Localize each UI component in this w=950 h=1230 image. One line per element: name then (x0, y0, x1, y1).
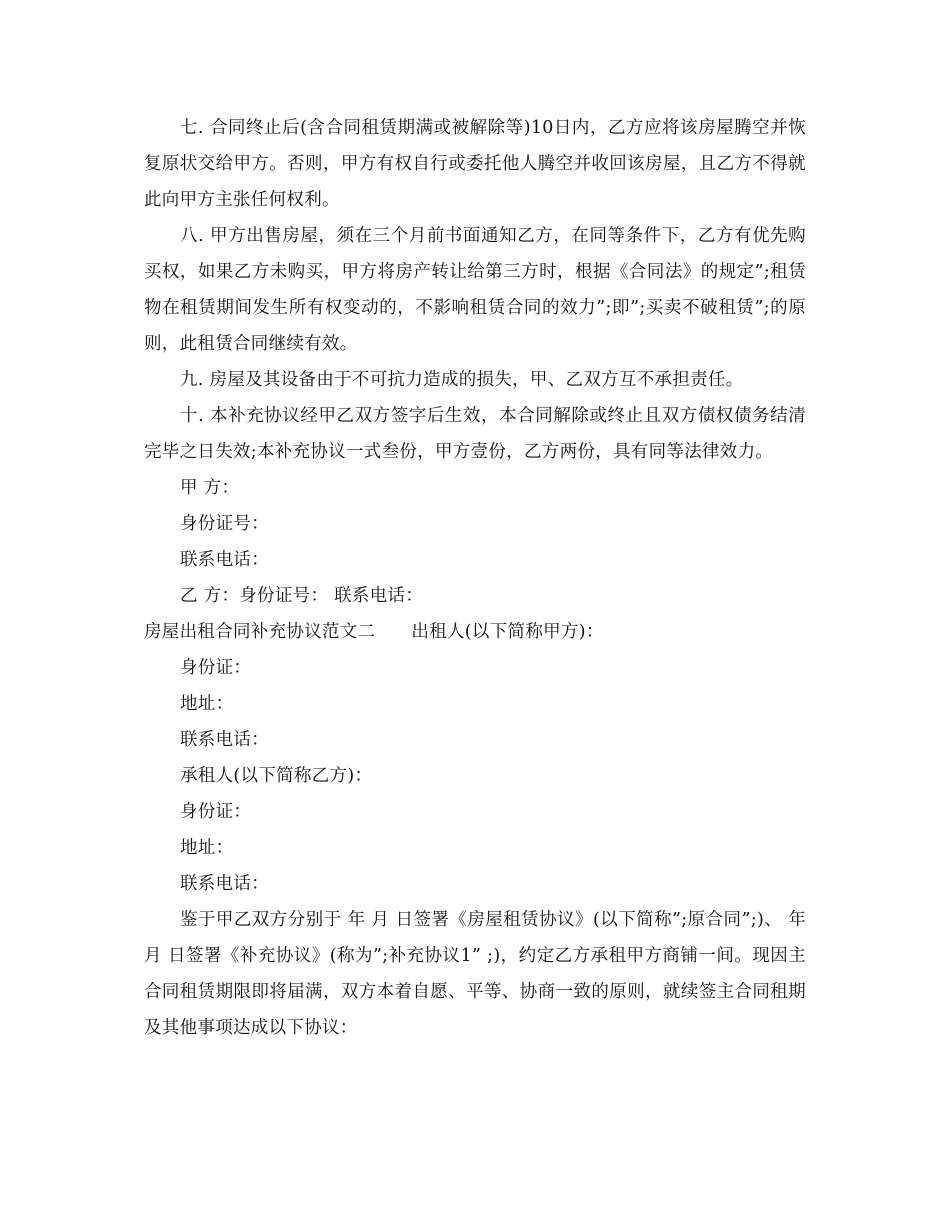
clause-eight: 八. 甲方出售房屋，须在三个月前书面通知乙方，在同等条件下，乙方有优先购买权，如果乙方未购买，甲方将房产转让给第三方时，根据《合同法》的规定”;租赁物在租赁期间发生所有权变动的，不影响租赁合同的效力”;即”;买卖不破租赁”;的原则，此租赁合同继续有效。 (144, 226, 806, 354)
party-a-label: 甲 方： (180, 478, 240, 498)
lessee-id: 身份证： (180, 802, 252, 822)
lessor-address: 地址： (180, 694, 234, 714)
clause-ten: 十. 本补充协议经甲乙双方签字后生效，本合同解除或终止且双方债权债务结清完毕之日失效;本补充协议一式叁份，甲方壹份，乙方两份，具有同等法律效力。 (144, 406, 806, 462)
document-body (144, 110, 806, 1046)
second-sample-heading-line (144, 614, 806, 650)
lessee-address: 地址： (180, 838, 234, 858)
lessor-label: 出租人(以下简称甲方)： (411, 622, 604, 642)
party-a-phone: 联系电话： (180, 550, 269, 570)
lessee-phone: 联系电话： (180, 874, 269, 894)
lessor-id: 身份证： (180, 658, 252, 678)
clause-seven: 七. 合同终止后(含合同租赁期满或被解除等)10日内，乙方应将该房屋腾空并恢复原状交给甲方。否则，甲方有权自行或委托他人腾空并收回该房屋，且乙方不得就此向甲方主张任何权利。 (144, 118, 806, 210)
clause-nine: 九. 房屋及其设备由于不可抗力造成的损失，甲、乙双方互不承担责任。 (180, 370, 744, 390)
party-a-id-number: 身份证号： (180, 514, 269, 534)
lessee-label: 承租人(以下简称乙方)： (180, 766, 373, 786)
second-sample-title: 房屋出租合同补充协议范文二 (144, 622, 376, 642)
lessor-phone: 联系电话： (180, 730, 269, 750)
party-b-signature-line: 乙 方：身份证号： 联系电话： (180, 586, 424, 606)
preamble-paragraph: 鉴于甲乙双方分别于 年 月 日签署《房屋租赁协议》(以下简称”;原合同”;)、 年 月 日签署《补充协议》(称为”;补充协议1” ;)，约定乙方承租甲方商铺一间。现因主合同租赁期限即将届满，双方本着自愿、平等、协商一致的原则，就续签主合同租期及其他事项达成以下协议： (144, 910, 806, 1038)
